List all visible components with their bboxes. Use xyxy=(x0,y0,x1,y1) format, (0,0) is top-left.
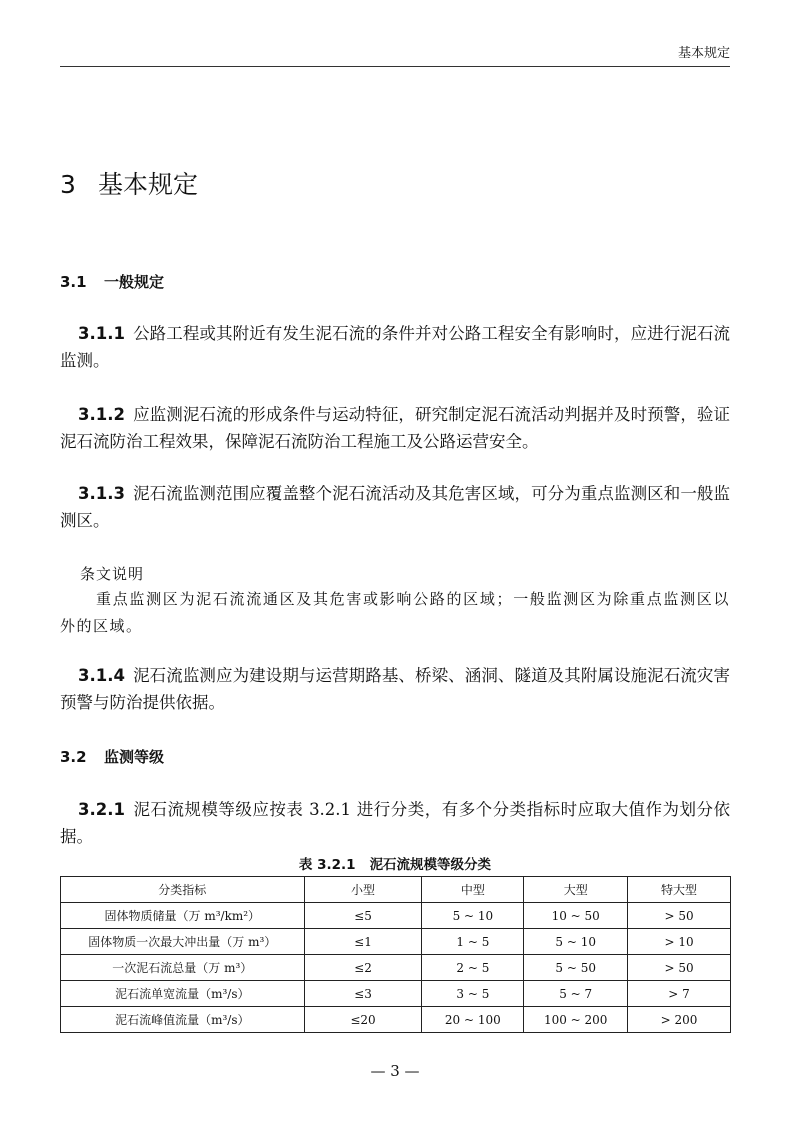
chapter-title: 基本规定 xyxy=(98,170,199,199)
running-header: 基本规定 xyxy=(677,46,730,61)
table-cell: > 50 xyxy=(628,955,731,981)
table-cell: ≤1 xyxy=(304,929,422,955)
table-row xyxy=(61,929,731,955)
table-cell: 固体物质储量（万 m³/km²） xyxy=(61,903,305,929)
clause-number: 3.1.2 xyxy=(78,405,125,424)
table-row xyxy=(61,1007,731,1033)
table-cell: > 200 xyxy=(628,1007,731,1033)
clause-3-1-4 xyxy=(60,662,730,716)
chapter-heading xyxy=(60,165,198,201)
table-caption-number: 表 3.2.1 xyxy=(298,857,356,873)
page-number: — 3 — xyxy=(370,1062,420,1080)
table-header-cell: 中型 xyxy=(422,877,524,903)
section-title: 一般规定 xyxy=(104,273,165,291)
header-divider xyxy=(60,66,730,67)
clause-text: 公路工程或其附近有发生泥石流的条件并对公路工程安全有影响时，应进行泥石流监测。 xyxy=(60,324,730,370)
table-cell: 一次泥石流总量（万 m³） xyxy=(61,955,305,981)
table-cell: ≤5 xyxy=(304,903,422,929)
table-cell: 泥石流峰值流量（m³/s） xyxy=(61,1007,305,1033)
table-row xyxy=(61,981,731,1007)
table-cell: ≤2 xyxy=(304,955,422,981)
table-header-cell: 特大型 xyxy=(628,877,731,903)
table-cell: 1 ~ 5 xyxy=(422,929,524,955)
table-cell: 5 ~ 7 xyxy=(524,981,628,1007)
table-cell: > 50 xyxy=(628,903,731,929)
table-cell: 泥石流单宽流量（m³/s） xyxy=(61,981,305,1007)
clause-text: 泥石流规模等级应按表 3.2.1 进行分类，有多个分类指标时应取大值作为划分依据。 xyxy=(60,800,730,846)
section-heading-3-2 xyxy=(60,746,164,767)
section-title: 监测等级 xyxy=(104,748,165,766)
table-cell: > 7 xyxy=(628,981,731,1007)
table-cell: ≤20 xyxy=(304,1007,422,1033)
table-cell: 100 ~ 200 xyxy=(524,1007,628,1033)
section-heading-3-1 xyxy=(60,271,164,292)
table-cell: 5 ~ 10 xyxy=(422,903,524,929)
table-row xyxy=(61,955,731,981)
table-cell: 20 ~ 100 xyxy=(422,1007,524,1033)
table-row xyxy=(61,903,731,929)
clause-number: 3.1.3 xyxy=(78,484,125,503)
clause-3-1-2 xyxy=(60,401,730,455)
table-cell: 3 ~ 5 xyxy=(422,981,524,1007)
table-header-cell: 小型 xyxy=(304,877,422,903)
clause-number: 3.2.1 xyxy=(78,800,125,819)
table-header-cell: 分类指标 xyxy=(61,877,305,903)
table-caption xyxy=(0,853,790,873)
table-cell: ≤3 xyxy=(304,981,422,1007)
clause-text: 泥石流监测应为建设期与运营期路基、桥梁、涵洞、隧道及其附属设施泥石流灾害预警与防治提供依据。 xyxy=(60,666,730,712)
table-cell: 5 ~ 50 xyxy=(524,955,628,981)
clause-number: 3.1.1 xyxy=(78,324,125,343)
debris-flow-scale-table xyxy=(60,876,731,1033)
section-number: 3.1 xyxy=(60,273,87,291)
chapter-number: 3 xyxy=(60,170,76,199)
note-title: 条文说明 xyxy=(80,565,145,583)
table-header-row xyxy=(61,877,731,903)
table-cell: 2 ~ 5 xyxy=(422,955,524,981)
section-number: 3.2 xyxy=(60,748,87,766)
table-caption-title: 泥石流规模等级分类 xyxy=(369,857,492,873)
clause-3-1-3 xyxy=(60,480,730,534)
note-body: 重点监测区为泥石流流通区及其危害或影响公路的区域；一般监测区为除重点监测区以外的区域。 xyxy=(60,590,730,635)
table-cell: 5 ~ 10 xyxy=(524,929,628,955)
table-header-cell: 大型 xyxy=(524,877,628,903)
clause-number: 3.1.4 xyxy=(78,666,125,685)
table-cell: 固体物质一次最大冲出量（万 m³） xyxy=(61,929,305,955)
clause-text: 应监测泥石流的形成条件与运动特征，研究制定泥石流活动判据并及时预警，验证泥石流防治工程效果，保障泥石流防治工程施工及公路运营安全。 xyxy=(60,405,730,451)
table-cell: > 10 xyxy=(628,929,731,955)
clause-3-2-1 xyxy=(60,796,730,850)
clause-text: 泥石流监测范围应覆盖整个泥石流活动及其危害区域，可分为重点监测区和一般监测区。 xyxy=(60,484,730,530)
clause-3-1-1 xyxy=(60,320,730,374)
table-cell: 10 ~ 50 xyxy=(524,903,628,929)
